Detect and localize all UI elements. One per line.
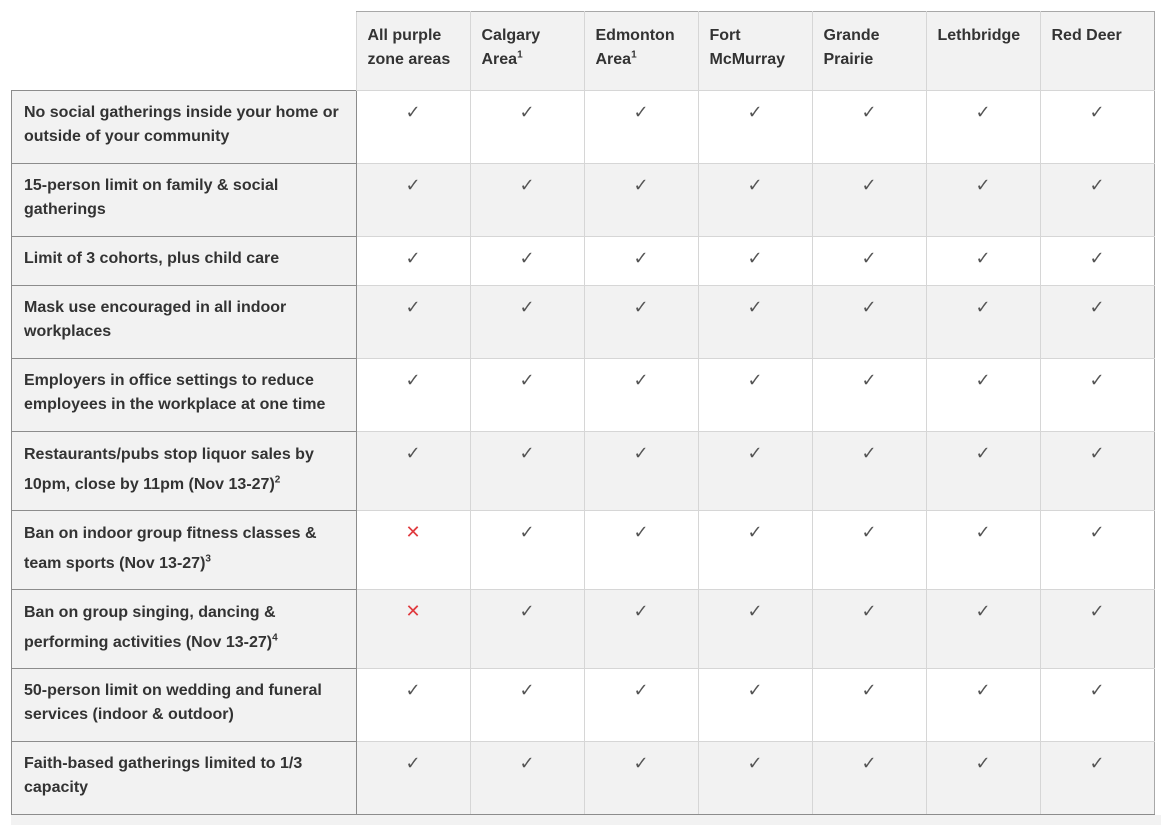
row-label-text: 15-person limit on family & social gatherings (24, 176, 279, 218)
row-label (12, 589, 357, 668)
status-cell (584, 589, 698, 668)
status-cell (356, 285, 470, 358)
check-icon: ✓ (747, 247, 763, 268)
col-header-fort-mcmurray: Fort McMurray (698, 12, 812, 91)
check-icon: ✓ (861, 369, 877, 390)
check-icon: ✓ (975, 296, 991, 317)
row-label-text: Limit of 3 cohorts, plus child care (24, 249, 280, 267)
status-cell (698, 431, 812, 510)
check-icon: ✓ (1089, 369, 1105, 390)
status-cell (698, 668, 812, 741)
table-row (12, 431, 1155, 510)
check-icon: ✓ (975, 247, 991, 268)
status-cell (1040, 236, 1154, 285)
col-header-lethbridge: Lethbridge (926, 12, 1040, 91)
status-cell (698, 741, 812, 814)
check-icon: ✓ (747, 174, 763, 195)
check-icon: ✓ (519, 600, 535, 621)
check-icon: ✓ (975, 101, 991, 122)
row-label-text: Ban on group singing, dancing & performing activities (Nov 13-27) (24, 603, 276, 651)
row-label (12, 163, 357, 236)
check-icon: ✓ (1089, 679, 1105, 700)
col-header-edmonton: Edmonton Area$^1$ (584, 12, 698, 91)
status-cell (812, 510, 926, 589)
status-cell (356, 668, 470, 741)
status-cell (926, 90, 1040, 163)
status-cell (698, 358, 812, 431)
check-icon: ✓ (519, 369, 535, 390)
status-cell (1040, 589, 1154, 668)
status-cell (1040, 510, 1154, 589)
check-icon: ✓ (633, 442, 649, 463)
header-row (12, 12, 1155, 91)
status-cell (470, 589, 584, 668)
check-icon: ✓ (861, 247, 877, 268)
status-cell (1040, 741, 1154, 814)
row-label-text: Ban on indoor group fitness classes & team sports (Nov 13-27) (24, 524, 317, 572)
table-row (12, 741, 1155, 814)
row-label (12, 431, 357, 510)
check-icon: ✓ (861, 174, 877, 195)
check-icon: ✓ (405, 752, 421, 773)
status-cell (926, 668, 1040, 741)
check-icon: ✓ (519, 296, 535, 317)
row-label-text: Faith-based gatherings limited to 1/3 capacity (24, 754, 303, 796)
check-icon: ✓ (633, 174, 649, 195)
status-cell (698, 163, 812, 236)
status-cell (356, 90, 470, 163)
row-label (12, 741, 357, 814)
status-cell (926, 510, 1040, 589)
check-icon: ✓ (747, 521, 763, 542)
status-cell (470, 163, 584, 236)
status-cell (812, 285, 926, 358)
check-icon: ✓ (975, 679, 991, 700)
check-icon: ✓ (405, 247, 421, 268)
status-cell (356, 431, 470, 510)
footnote-marker: 1 (631, 49, 637, 61)
check-icon: ✓ (405, 369, 421, 390)
status-cell (926, 741, 1040, 814)
check-icon: ✓ (975, 521, 991, 542)
row-label-text: No social gatherings inside your home or outside of your community (24, 103, 339, 145)
status-cell (470, 431, 584, 510)
status-cell (812, 236, 926, 285)
table-row (12, 589, 1155, 668)
check-icon: ✓ (519, 247, 535, 268)
check-icon: ✓ (1089, 752, 1105, 773)
status-cell (1040, 358, 1154, 431)
status-cell (584, 668, 698, 741)
row-label (12, 358, 357, 431)
check-icon: ✓ (1089, 442, 1105, 463)
check-icon: ✓ (1089, 174, 1105, 195)
status-cell (356, 163, 470, 236)
status-cell (470, 285, 584, 358)
status-cell (926, 589, 1040, 668)
check-icon: ✓ (1089, 600, 1105, 621)
check-icon: ✓ (747, 600, 763, 621)
check-icon: ✓ (633, 752, 649, 773)
check-icon: ✓ (747, 679, 763, 700)
check-icon: ✓ (747, 752, 763, 773)
check-icon: ✓ (405, 442, 421, 463)
check-icon: ✓ (861, 101, 877, 122)
status-cell (698, 510, 812, 589)
check-icon: ✓ (633, 679, 649, 700)
check-icon: ✓ (747, 369, 763, 390)
row-label (12, 236, 357, 285)
status-cell (470, 741, 584, 814)
status-cell (926, 285, 1040, 358)
row-label-text: Mask use encouraged in all indoor workplaces (24, 298, 287, 340)
cross-icon: ✕ (405, 600, 421, 621)
row-label (12, 510, 357, 589)
corner-cell (12, 12, 357, 91)
status-cell (926, 163, 1040, 236)
check-icon: ✓ (975, 600, 991, 621)
status-cell (470, 236, 584, 285)
row-label-text: Restaurants/pubs stop liquor sales by 10pm, close by 11pm (Nov 13-27) (24, 445, 314, 493)
status-cell (812, 589, 926, 668)
check-icon: ✓ (747, 296, 763, 317)
status-cell (812, 358, 926, 431)
check-icon: ✓ (633, 369, 649, 390)
check-icon: ✓ (519, 752, 535, 773)
row-label-text: 50-person limit on wedding and funeral services (indoor & outdoor) (24, 681, 322, 723)
status-cell (812, 431, 926, 510)
status-cell (356, 589, 470, 668)
footnote-marker: 3 (205, 553, 211, 565)
status-cell (926, 431, 1040, 510)
table-footer-bar (11, 815, 1161, 825)
footnote-marker: 2 (274, 474, 281, 486)
footnote-marker: 1 (517, 49, 523, 61)
check-icon: ✓ (1089, 101, 1105, 122)
check-icon: ✓ (975, 752, 991, 773)
status-cell (1040, 163, 1154, 236)
status-cell (470, 90, 584, 163)
table-row (12, 668, 1155, 741)
check-icon: ✓ (519, 101, 535, 122)
col-header-all-purple: All purple zone areas (356, 12, 470, 91)
row-label-text: Employers in office settings to reduce employees in the workplace at one time (24, 371, 326, 413)
check-icon: ✓ (1089, 296, 1105, 317)
check-icon: ✓ (1089, 521, 1105, 542)
status-cell (812, 741, 926, 814)
status-cell (812, 90, 926, 163)
status-cell (584, 90, 698, 163)
status-cell (1040, 431, 1154, 510)
check-icon: ✓ (633, 101, 649, 122)
status-cell (584, 163, 698, 236)
status-cell (1040, 90, 1154, 163)
check-icon: ✓ (519, 679, 535, 700)
check-icon: ✓ (405, 101, 421, 122)
status-cell (584, 431, 698, 510)
table-row (12, 358, 1155, 431)
status-cell (698, 90, 812, 163)
table-row (12, 163, 1155, 236)
col-header-red-deer: Red Deer (1040, 12, 1154, 91)
row-label (12, 90, 357, 163)
status-cell (356, 236, 470, 285)
check-icon: ✓ (1089, 247, 1105, 268)
status-cell (356, 358, 470, 431)
status-cell (356, 510, 470, 589)
status-cell (812, 163, 926, 236)
check-icon: ✓ (975, 369, 991, 390)
check-icon: ✓ (519, 442, 535, 463)
status-cell (470, 510, 584, 589)
status-cell (584, 285, 698, 358)
check-icon: ✓ (861, 521, 877, 542)
check-icon: ✓ (519, 521, 535, 542)
status-cell (356, 741, 470, 814)
status-cell (584, 741, 698, 814)
row-label (12, 668, 357, 741)
check-icon: ✓ (519, 174, 535, 195)
check-icon: ✓ (633, 521, 649, 542)
status-cell (812, 668, 926, 741)
check-icon: ✓ (633, 247, 649, 268)
check-icon: ✓ (405, 296, 421, 317)
status-cell (926, 358, 1040, 431)
table-body (12, 90, 1155, 814)
check-icon: ✓ (405, 174, 421, 195)
check-icon: ✓ (861, 679, 877, 700)
status-cell (470, 358, 584, 431)
status-cell (1040, 285, 1154, 358)
status-cell (470, 668, 584, 741)
status-cell (698, 236, 812, 285)
check-icon: ✓ (975, 174, 991, 195)
cross-icon: ✕ (405, 521, 421, 542)
check-icon: ✓ (747, 101, 763, 122)
check-icon: ✓ (633, 296, 649, 317)
status-cell (1040, 668, 1154, 741)
status-cell (698, 285, 812, 358)
check-icon: ✓ (861, 600, 877, 621)
check-icon: ✓ (633, 600, 649, 621)
status-cell (584, 236, 698, 285)
status-cell (584, 510, 698, 589)
table-row (12, 285, 1155, 358)
status-cell (698, 589, 812, 668)
footnote-marker: 4 (272, 632, 278, 644)
check-icon: ✓ (861, 752, 877, 773)
row-label (12, 285, 357, 358)
check-icon: ✓ (861, 442, 877, 463)
table-row (12, 510, 1155, 589)
check-icon: ✓ (747, 442, 763, 463)
status-cell (926, 236, 1040, 285)
check-icon: ✓ (861, 296, 877, 317)
check-icon: ✓ (975, 442, 991, 463)
col-header-grande-prairie: Grande Prairie (812, 12, 926, 91)
check-icon: ✓ (405, 679, 421, 700)
table-row (12, 90, 1155, 163)
table-row (12, 236, 1155, 285)
status-cell (584, 358, 698, 431)
restrictions-table (11, 11, 1155, 815)
col-header-calgary: Calgary Area$^1$ (470, 12, 584, 91)
